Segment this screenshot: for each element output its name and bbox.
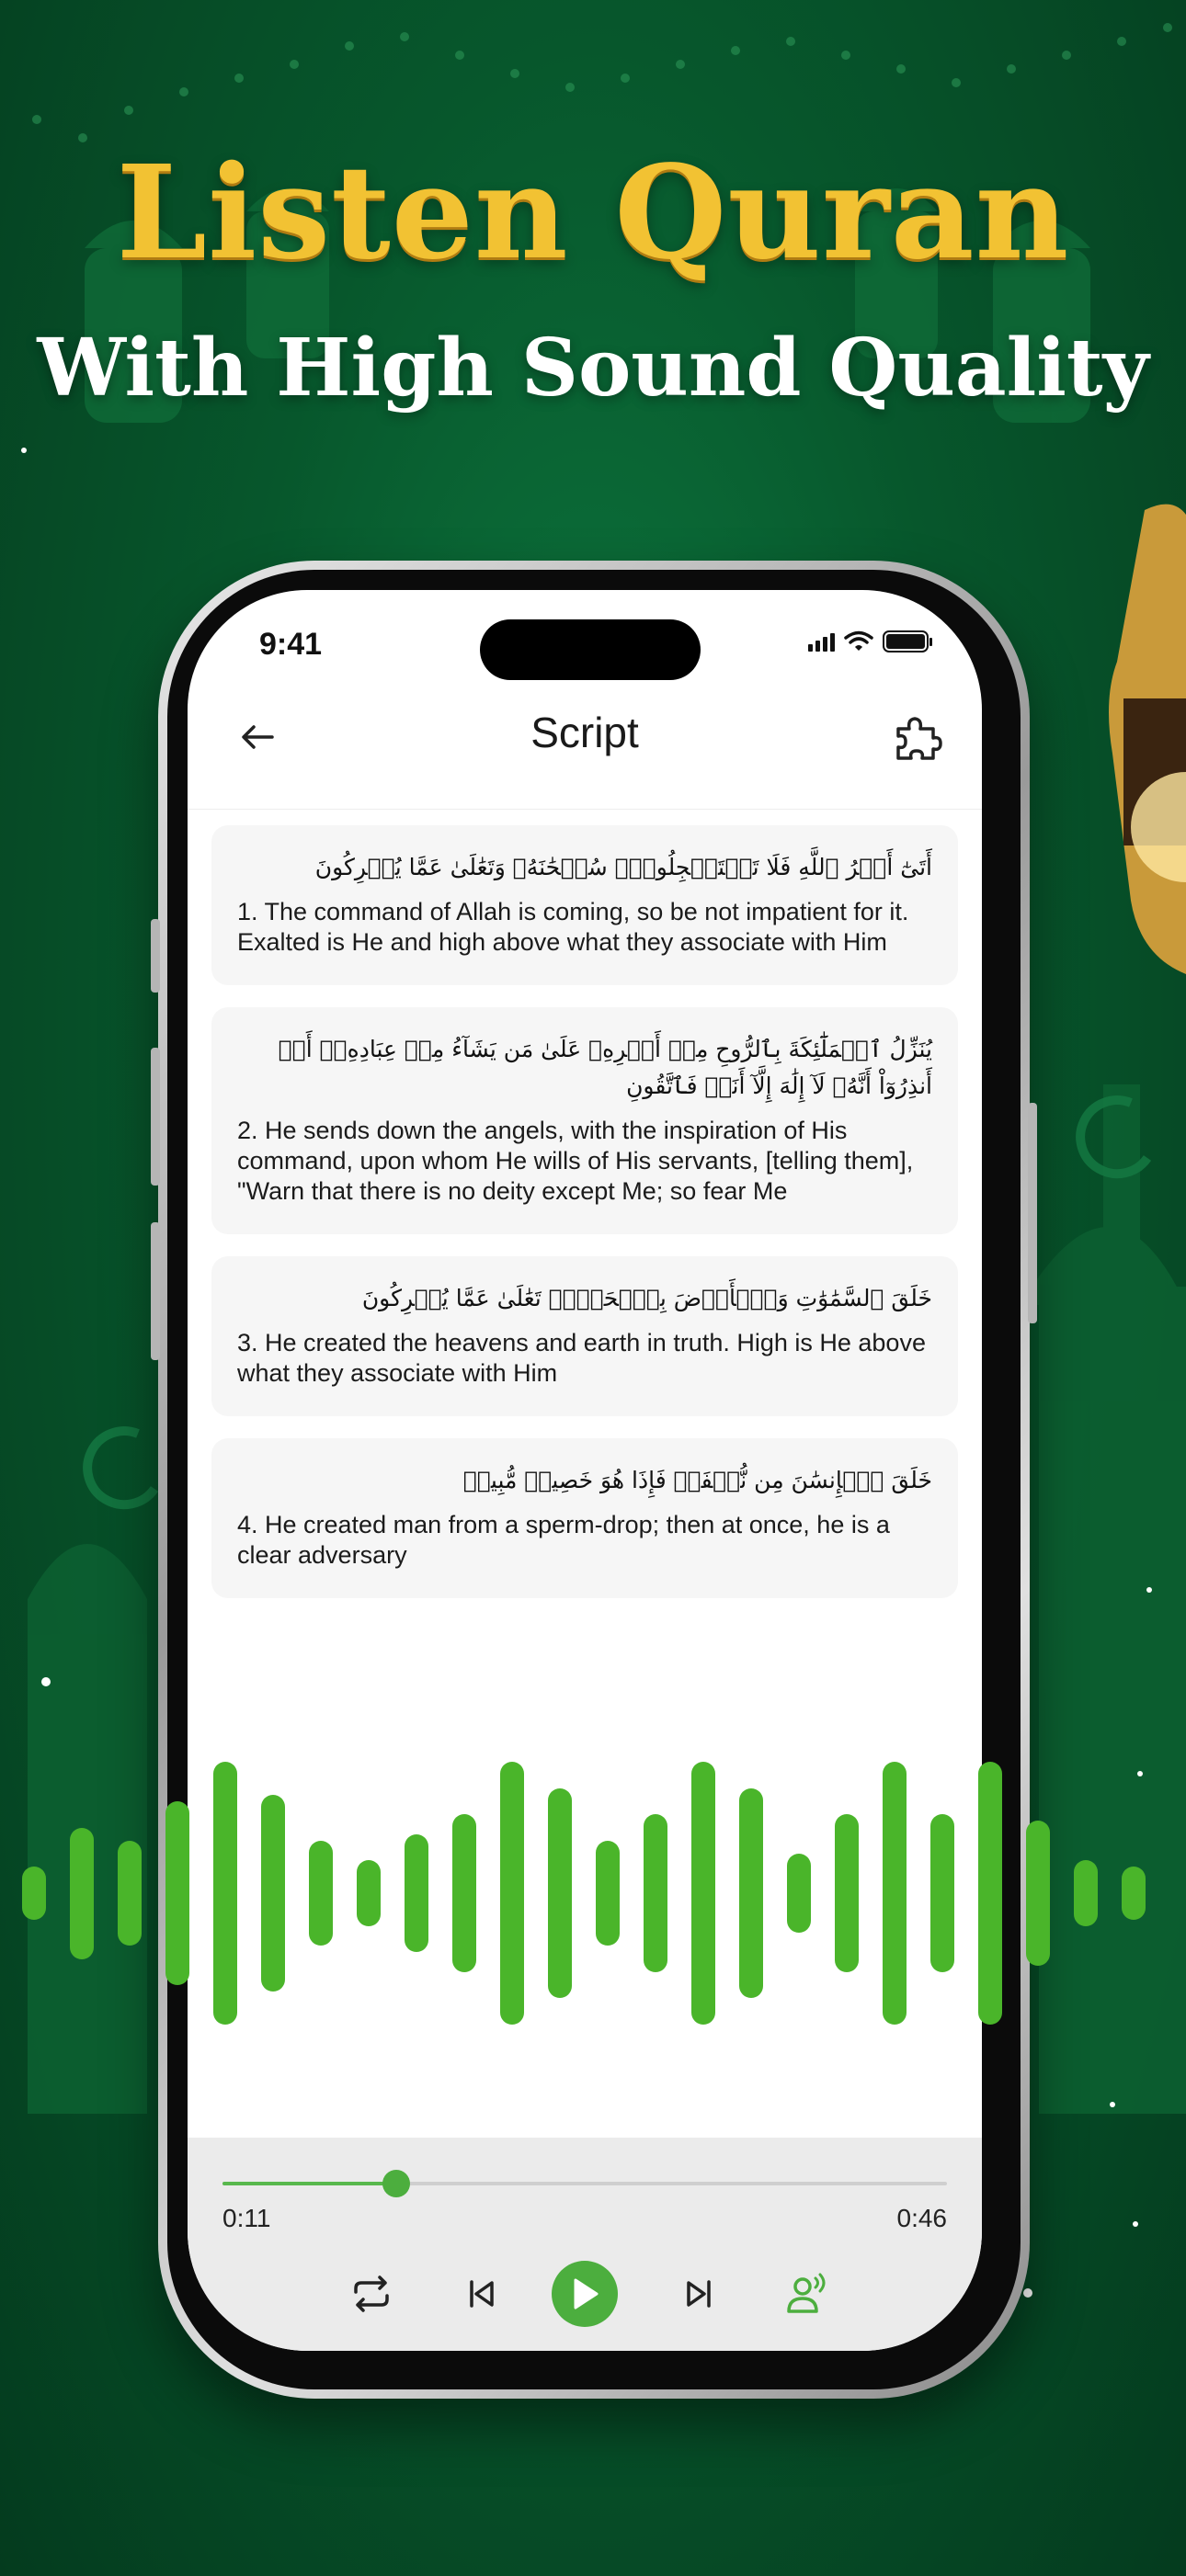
waveform-bar (1074, 1860, 1098, 1926)
verse-card[interactable] (211, 825, 958, 985)
waveform-bar (500, 1762, 524, 2025)
waveform-bar (596, 1841, 620, 1946)
phone-volume-down-button (151, 1222, 160, 1360)
waveform-bar (644, 1814, 667, 1972)
wifi-icon (844, 630, 873, 653)
verse-translation: 2. He sends down the angels, with the inspiration of His command, upon whom He wills of His servants, [telling them], "Warn that there is no deity except Me; so fear Me (237, 1117, 914, 1205)
phone-mute-switch (151, 919, 160, 993)
progress-thumb[interactable] (382, 2170, 410, 2197)
skip-previous-icon (467, 2278, 496, 2309)
waveform-bar (1026, 1821, 1050, 1965)
playback-controls (188, 2255, 982, 2332)
battery-icon (883, 630, 929, 653)
verse-arabic: خَلَقَ ٱلۡإِنسَٰنَ مِن نُّطۡفَةٖ فَإِذَا هُوَ خَصِيمٞ مُّبِينٞ (462, 1467, 932, 1493)
header-divider (188, 809, 982, 810)
verse-arabic: خَلَقَ ٱلسَّمَٰوَٰتِ وَٱلۡأَرۡضَ بِٱلۡحَقِّۚ تَعَٰلَىٰ عَمَّا يُشۡرِكُونَ (361, 1285, 932, 1311)
waveform-bar (70, 1828, 94, 1959)
waveform-bar (357, 1860, 381, 1926)
waveform-bar (739, 1788, 763, 1999)
waveform-bar (1122, 1867, 1146, 1919)
total-time: 0:46 (896, 2204, 947, 2232)
waveform-bar (452, 1814, 476, 1972)
status-time: 9:41 (259, 627, 323, 662)
promo-headline: Listen Quran (116, 138, 1070, 289)
progress-slider[interactable] (222, 2182, 947, 2185)
verse-list (211, 825, 958, 1620)
waveform-bar (883, 1762, 907, 2025)
waveform-bar (309, 1841, 333, 1946)
audio-player (188, 2138, 982, 2351)
reciter-button[interactable] (769, 2255, 846, 2332)
waveform-bar (405, 1834, 428, 1953)
verse-card[interactable] (211, 1438, 958, 1598)
waveform-bar (978, 1762, 1002, 2025)
waveform-bar (835, 1814, 859, 1972)
verse-card[interactable] (211, 1007, 958, 1234)
dynamic-island (480, 619, 701, 680)
phone-power-button (1028, 1103, 1037, 1323)
waveform-bar (22, 1867, 46, 1919)
puzzle-button[interactable] (886, 706, 951, 770)
progress-fill (222, 2182, 396, 2185)
verse-translation: 4. He created man from a sperm-drop; then at once, he is a clear adversary (237, 1511, 890, 1569)
phone-frame (158, 561, 1030, 2399)
page-title: Script (530, 709, 639, 756)
verse-translation: 3. He created the heavens and earth in truth. High is He above what they associate with Him (237, 1329, 926, 1387)
cellular-signal-icon (808, 631, 835, 652)
waveform-bar (787, 1854, 811, 1933)
verse-arabic: يُنَزِّلُ ٱلۡمَلَٰٓئِكَةَ بِٱلرُّوحِ مِنۡ أَمۡرِهِۦ عَلَىٰ مَن يَشَآءُ مِنۡ عِبَادِهِۦٓ أَنۡ أَنذِرُوٓاْ أَنَّهُۥ لَآ إِلَٰهَ إِلَّآ أَنَا۠ فَٱتَّقُونِ (278, 1036, 932, 1099)
app-screen (188, 590, 982, 2351)
verse-arabic: أَتَىٰٓ أَمۡرُ ٱللَّهِ فَلَا تَسۡتَعۡجِلُوهُۚ سُبۡحَٰنَهُۥ وَتَعَٰلَىٰ عَمَّا يُشۡرِكُونَ (314, 854, 932, 880)
next-button[interactable] (660, 2255, 737, 2332)
waveform-bar (548, 1788, 572, 1999)
waveform-bar (165, 1801, 189, 1985)
verse-translation: 1. The command of Allah is coming, so be not impatient for it. Exalted is He and high above what they associate with Him (237, 898, 909, 956)
waveform-bar (930, 1814, 954, 1972)
previous-button[interactable] (443, 2255, 520, 2332)
repeat-icon (350, 2275, 393, 2312)
waveform-bar (691, 1762, 715, 2025)
waveform-bar (213, 1762, 237, 2025)
reciter-voice-icon (786, 2273, 828, 2315)
waveform-bar (261, 1795, 285, 1992)
current-time: 0:11 (222, 2204, 271, 2232)
waveform-bar (118, 1841, 142, 1946)
repeat-button[interactable] (333, 2255, 410, 2332)
phone-volume-up-button (151, 1048, 160, 1186)
verse-card[interactable] (211, 1256, 958, 1416)
status-icons (808, 630, 929, 653)
skip-next-icon (684, 2278, 713, 2309)
puzzle-icon (893, 714, 944, 762)
promo-subheadline: With High Sound Quality (37, 322, 1149, 414)
play-button[interactable] (552, 2261, 618, 2327)
audio-waveform (0, 1760, 1186, 2026)
play-icon (569, 2276, 600, 2311)
